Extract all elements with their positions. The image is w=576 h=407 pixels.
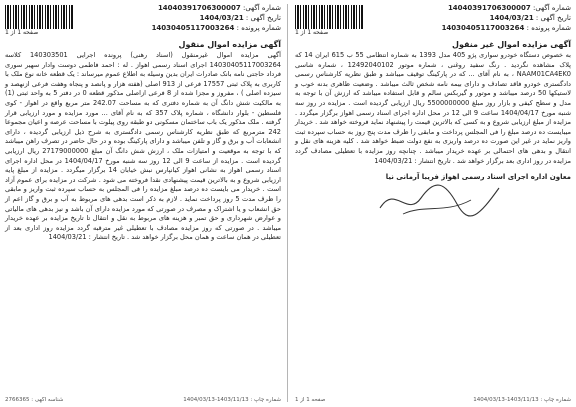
left-notice-header: [5, 3, 281, 37]
handwritten-signature-icon: [375, 174, 505, 222]
left-notice-date-value: 1404/03/21: [199, 14, 244, 22]
signature-text: معاون اداره اجرای اسناد رسمی اهواز فریبا آرمانی نیا: [385, 173, 571, 182]
left-footer-print: شماره چاپ : 1403/11/13-1404/03/13: [183, 397, 281, 403]
right-notice-footer: [295, 397, 571, 404]
file-number-label: شماره پرونده :: [526, 24, 571, 32]
left-notice-number-value: 14040391706300007: [157, 4, 241, 12]
right-notice-column: [290, 0, 576, 407]
left-notice-footer: [5, 397, 281, 404]
left-notice-title: آگهی مزایده اموال منقول: [178, 40, 281, 49]
notice-number-label: شماره آگهی:: [532, 4, 571, 12]
right-footer-page: صفحه 1 از 1: [295, 397, 326, 403]
left-file-number-label: شماره پرونده :: [236, 24, 281, 32]
right-notice-body: به خصوص دستگاه خودرو سواری پژو 405 مدل 1393 به شماره انتظامی 55 ب 615 ایران 14 که پلاک مشاهده نگردید . رنگ سفید روغنی ، شماره موتور 12492040102 ، شماره شاسی NAAM01CA4EK0 ، به نام آقای ... که در پارکینگ توقیف میباشد و طبق نظریه کارشناس رسمی دادگستری خودرو فاقد تصادف و دارای بیمه نامه شخص ثالث میباشد . وضعیت ظاهری بدنه خوب و لاستیکها 50 درصد میباشد و موتور و گیربکس سالم و قابل استفاده میباشد که ارزش آن با توجه به مدل و سطح کیفی و بازار روز مبلغ 5500000000 ریال ارزیابی گردیده است . مزایده در روز سه شنبه مورخ 1404/04/17 ساعت 9 الی 12 در محل اداره اجرای اسناد رسمی اهواز برگزار میگردد . مزایده از مبلغ ارزیابی شروع و به کسی که بالاترین قیمت را پیشنهاد نماید فروخته خواهد شد . خریدار میبایست ده درصد مبلغ را فی المجلس پرداخت و مابقی را ظرف مدت پنج روز به حساب سپرده ثبت واریز نماید در غیر این صورت ده درصد واریزی به نفع دولت ضبط خواهد شد . کلیه هزینه های نقل و انتقال و بدهی های احتمالی بر عهده خریدار میباشد . چنانچه روز مزایده با تعطیلی مصادف گردد مزایده در روز اداری بعد برگزار خواهد شد . تاریخ انتشار : 1404/03/21: [295, 51, 572, 165]
right-notice-header: [295, 3, 571, 37]
left-notice-number-label: شماره آگهی:: [242, 4, 281, 12]
left-barcode-icon: [5, 5, 73, 29]
left-notice-date-label: تاریخ آگهی :: [245, 14, 281, 22]
notice-number-value: 14040391706300007: [447, 4, 531, 12]
left-page-number: صفحه 1 از 1: [5, 29, 39, 36]
left-notice-body: آگهی مزایده اموال غیرمنقول (اسناد رهنی) پرونده اجرایی 140303501 کلاسه 14030405117003264 اجرای اسناد رسمی اهواز . له : احمد فاطمی دوست وادار سهیر سوری فرداد حاجتی نامه بانک صادرات ایران بدین وسیله به اطلاع عموم میرساند : یک قطعه خانه نوع ملک با کاربری به پلاک ثبتی 17557 فرعی از 913 اصلی (هفته هزار و پانصد و پنجاه وهفت فرعی ازنهصد و سیزده اصلی ) ، مفروز و مجزا شده از 8 فرعی ازاصلی مذکور قطعه 0 در دفتر 5 به واحد ثبتی (1) به مالکیت شش دانگ آن به شماره دفتری که به مساحت 242.07 متر مربع واقع در اهواز - کوی فلسطین - بلوار دانشگاه ، شماره پلاک 357 که به نام آقای ... مورد مزایده و مورد ارزیابی قرار گرفته . ملک مذکور یک باب ساختمان مسکونی دو طبقه روی پیلوت با مساحت عرصه و اعیان مجموعا 242 مترمربع که طبق نظریه کارشناس رسمی دادگستری به شرح ذیل ارزیابی گردیده ، دارای انشعابات آب و برق و گاز و تلفن میباشد و دارای پارکینگ بوده و در حال حاضر در تصرف راهن میباشد که با توجه به موقعیت و امتیازات ملک ، ارزش شش دانگ آن مبلغ 27179000000 ریال ارزیابی گردیده است . مزایده از ساعت 9 الی 12 روز سه شنبه مورخ 1404/04/17 در محل اداره اجرای اسناد رسمی اهواز به نشانی اهواز کیانپارس نبش خیابان 14 برگزار میگردد . مزایده از مبلغ پایه ارزیابی شروع و به بالاترین قیمت پیشنهادی نقدا فروخته می شود . شرکت در مزایده برای عموم آزاد است . خریدار می بایست ده درصد مبلغ مزایده را فی المجلس به حساب سپرده ثبت واریز و مابقی را ظرف مدت 5 روز پرداخت نماید . لازم به ذکر است بدهی های مربوط به آب و برق و گاز اعم از حق انشعاب و یا اشتراک و مصرف در صورتی که مورد مزایده دارای آن باشد و نیز بدهی های مالیاتی و عوارض شهرداری و حق تمبر و هزینه های مربوط به نقل و انتقال تا تاریخ مزایده بر عهده خریدار میباشد . در صورتی که روز مزایده مصادف با تعطیلی غیر مترقبه گردد مزایده روز اداری بعد از تعطیلی در همان ساعت و همان محل برگزار خواهد شد . تاریخ انتشار : 1404/03/21: [4, 51, 282, 242]
column-divider: [287, 4, 288, 402]
left-file-number-value: 14030405117003264: [151, 24, 235, 32]
left-notice-column: [0, 0, 286, 407]
barcode-icon: [295, 5, 363, 29]
signature-block: [295, 172, 571, 230]
file-number-value: 14030405117003264: [441, 24, 525, 32]
right-footer-print: شماره چاپ : 1403/11/13-1404/03/13: [473, 397, 571, 403]
notice-date-value: 1404/03/21: [489, 14, 534, 22]
page-number: صفحه 1 از 1: [295, 29, 329, 36]
right-notice-title: آگهی مزایده اموال غیر منقول: [452, 40, 571, 49]
left-footer-id: شناسه آگهی : 2766365: [5, 397, 64, 403]
notice-date-label: تاریخ آگهی :: [535, 14, 571, 22]
